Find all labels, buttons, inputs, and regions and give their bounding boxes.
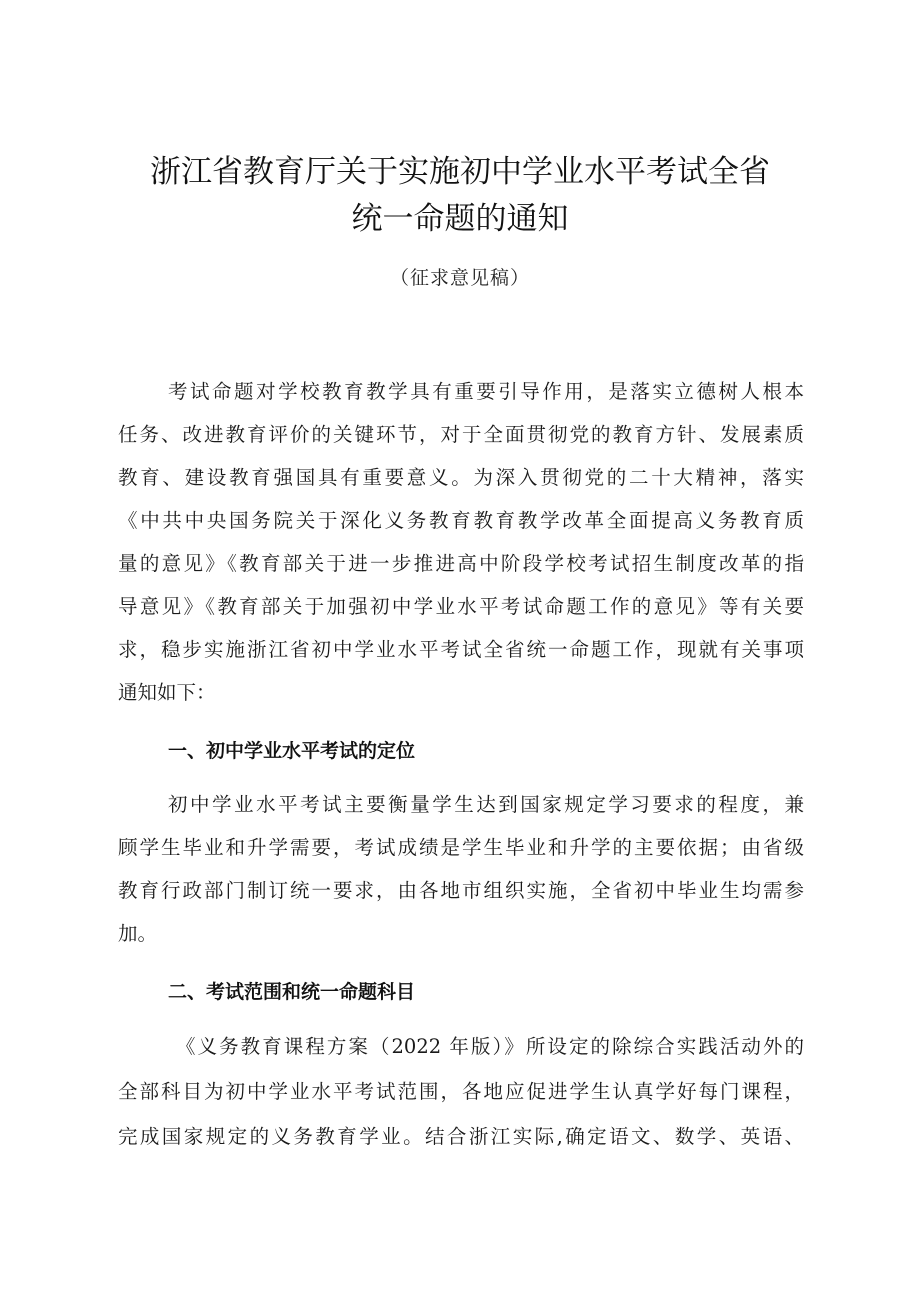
document-title-line-1: 浙江省教育厅关于实施初中学业水平考试全省 bbox=[150, 154, 770, 190]
intro-line: 任务、改进教育评价的关键环节，对于全面贯彻党的教育方针、发展素质 bbox=[118, 423, 804, 446]
section-1-line: 加。 bbox=[118, 922, 158, 945]
section-1-heading: 一、初中学业水平考试的定位 bbox=[168, 740, 416, 762]
section-1-line: 初中学业水平考试主要衡量学生达到国家规定学习要求的程度，兼 bbox=[168, 793, 804, 816]
section-1-line: 顾学生毕业和升学需要，考试成绩是学生毕业和升学的主要依据；由省级 bbox=[118, 836, 804, 859]
document-title-line-2: 统一命题的通知 bbox=[351, 201, 569, 237]
section-1-line: 教育行政部门制订统一要求，由各地市组织实施，全省初中毕业生均需参 bbox=[118, 879, 804, 902]
document-subtitle: （征求意见稿） bbox=[389, 267, 530, 289]
section-2-heading: 二、考试范围和统一命题科目 bbox=[168, 981, 416, 1003]
section-2-line: 完成国家规定的义务教育学业。结合浙江实际,确定语文、数学、英语、 bbox=[118, 1125, 804, 1148]
intro-line: 考试命题对学校教育教学具有重要引导作用，是落实立德树人根本 bbox=[168, 380, 804, 403]
section-2-line: 《义务教育课程方案（2022 年版）》所设定的除综合实践活动外的 bbox=[176, 1035, 804, 1058]
intro-line: 《中共中央国务院关于深化义务教育教育教学改革全面提高义务教育质 bbox=[118, 509, 804, 532]
intro-line: 求，稳步实施浙江省初中学业水平考试全省统一命题工作，现就有关事项 bbox=[118, 638, 804, 661]
intro-line: 导意见》《教育部关于加强初中学业水平考试命题工作的意见》等有关要 bbox=[118, 595, 804, 618]
intro-line: 通知如下： bbox=[118, 681, 216, 704]
section-2-line: 全部科目为初中学业水平考试范围，各地应促进学生认真学好每门课程， bbox=[118, 1080, 804, 1103]
intro-line: 教育、建设教育强国具有重要意义。为深入贯彻党的二十大精神，落实 bbox=[118, 466, 804, 489]
intro-line: 量的意见》《教育部关于进一步推进高中阶段学校考试招生制度改革的指 bbox=[118, 552, 804, 575]
